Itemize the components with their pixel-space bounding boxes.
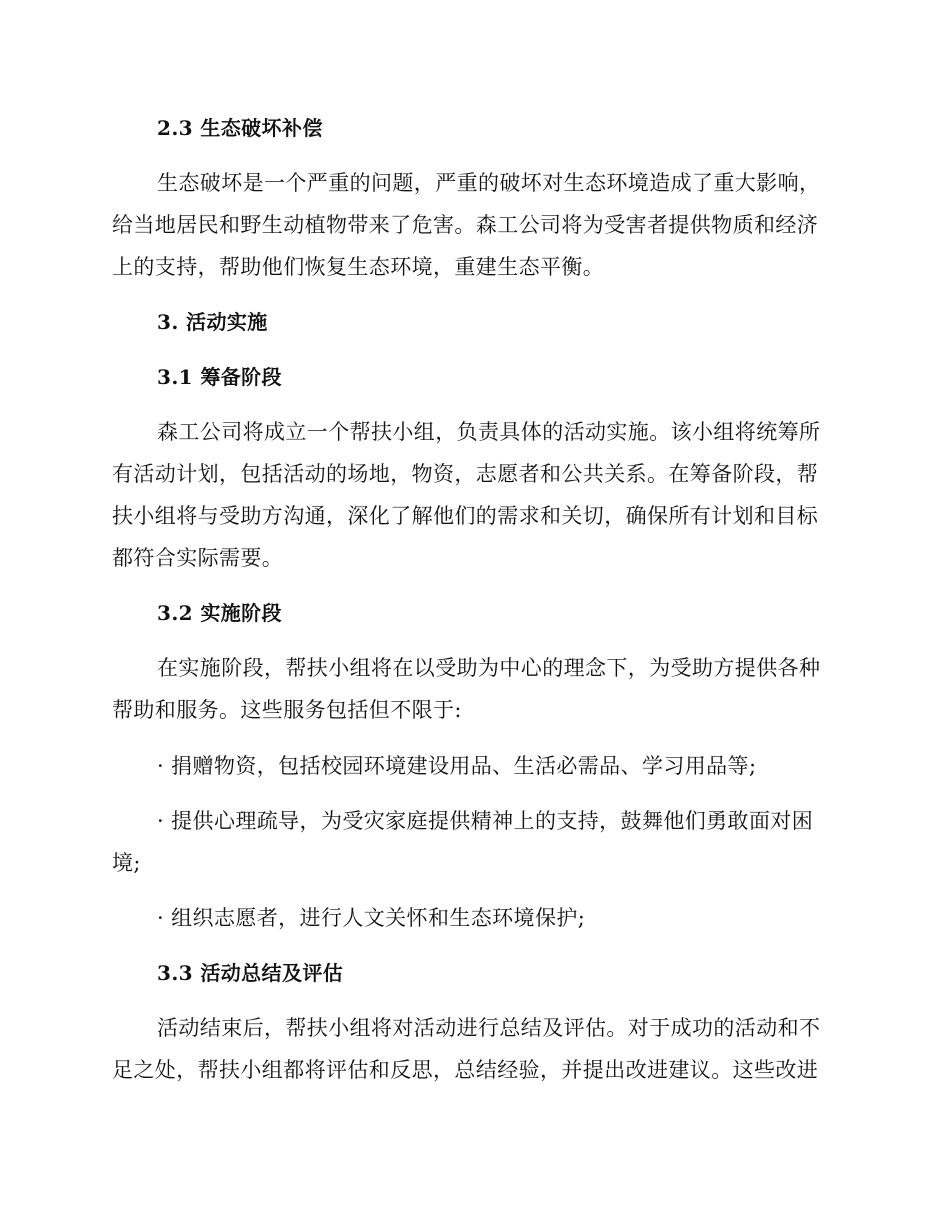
paragraph-line: 生态破坏是一个严重的问题，严重的破坏对生态环境造成了重大影响， <box>157 171 821 195</box>
heading-3-2: 3.2 实施阶段 <box>157 601 282 625</box>
paragraph-line: 活动结束后，帮扶小组将对活动进行总结及评估。对于成功的活动和不 <box>157 1016 821 1040</box>
bullet-item: · 捐赠物资，包括校园环境建设用品、生活必需品、学习用品等; <box>157 754 757 778</box>
bullet-item-continuation: 境; <box>112 851 141 875</box>
paragraph-line: 足之处，帮扶小组都将评估和反思，总结经验，并提出改进建议。这些改进 <box>112 1058 819 1082</box>
heading-3-3: 3.3 活动总结及评估 <box>157 961 344 985</box>
heading-3: 3. 活动实施 <box>157 310 268 334</box>
bullet-item: · 组织志愿者，进行人文关怀和生态环境保护; <box>157 906 586 930</box>
paragraph-line: 都符合实际需要。 <box>112 546 284 570</box>
paragraph-line: 有活动计划，包括活动的场地，物资，志愿者和公共关系。在筹备阶段，帮 <box>112 462 819 486</box>
paragraph-line: 帮助和服务。这些服务包括但不限于: <box>112 698 462 722</box>
heading-3-1: 3.1 筹备阶段 <box>157 365 282 389</box>
bullet-item: · 提供心理疏导，为受灾家庭提供精神上的支持，鼓舞他们勇敢面对困 <box>157 809 814 833</box>
heading-2-3: 2.3 生态破坏补偿 <box>157 116 323 140</box>
paragraph-line: 森工公司将成立一个帮扶小组，负责具体的活动实施。该小组将统筹所 <box>157 420 821 444</box>
paragraph-line: 给当地居民和野生动植物带来了危害。森工公司将为受害者提供物质和经济 <box>112 213 819 237</box>
paragraph-line: 在实施阶段，帮扶小组将在以受助为中心的理念下，为受助方提供各种 <box>157 656 821 680</box>
paragraph-line: 上的支持，帮助他们恢复生态环境，重建生态平衡。 <box>112 255 605 279</box>
paragraph-line: 扶小组将与受助方沟通，深化了解他们的需求和关切，确保所有计划和目标 <box>112 504 819 528</box>
